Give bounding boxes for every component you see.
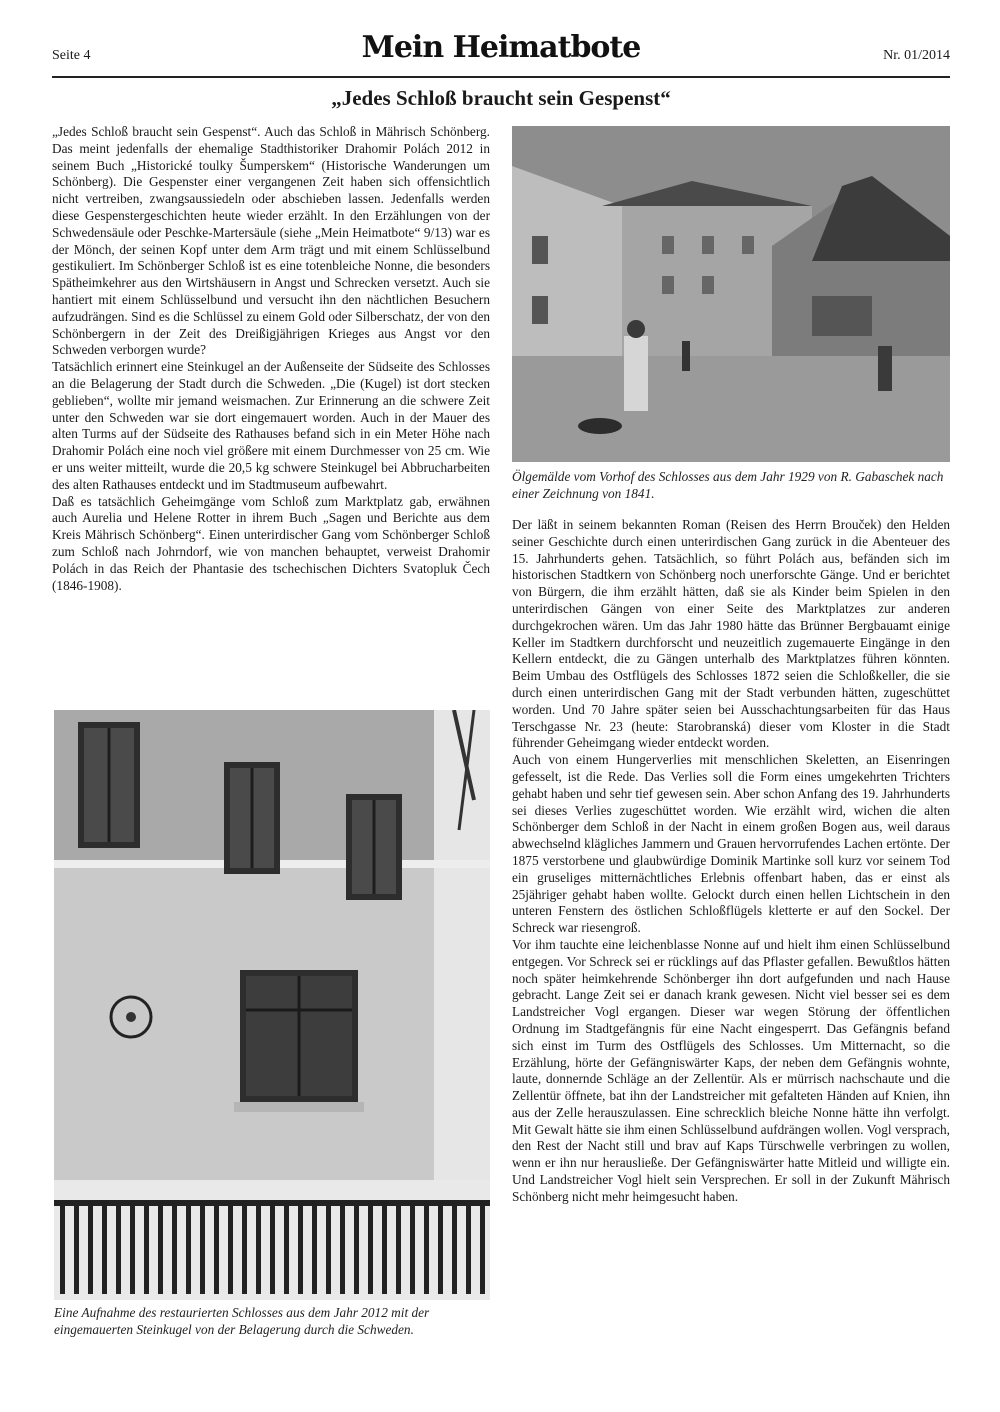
courtyard-painting-illustration: [512, 126, 950, 462]
paragraph: „Jedes Schloß braucht sein Gespenst“. Auch das Schloß in Mährisch Schönberg. Das meint jedenfalls der ehemalige Stadthistoriker Drahomir Polách 2012 in seinem Buch „Historické toulky Šumperskem“ (Historische Wanderungen um Schönberg). Die Gespenster einer vergangenen Zeit haben sich offensichtlich nicht vertreiben, zwangsaussiedeln oder abschieben lassen. Jedenfalls werden diese Gespenstergeschichten heute wieder erzählt. In den Erzählungen von der Schwedensäule oder Peschke-Martersäule (siehe „Mein Heimatbote“ 9/13) war es der Mönch, der seinen Kopf unter dem Arm trägt und mit einem Schlüsselbund gestikuliert. Im Schönberger Schloß ist es eine totenbleiche Nonne, die besonders Spätheimkehrer aus den Wirtshäusern in Angst und Schrecken versetzt. Auch sie hantiert mit einem Schlüsselbund und versucht ihn den nächtlichen Besuchern aufzudrängen. Sind es die Schlüssel zu einem Gold oder Silberschatz, der von den Schönbergern in der Zeit des Dreißigjährigen Krieges aus Angst vor den Schweden verborgen wurde?: [52, 124, 490, 358]
paragraph: Vor ihm tauchte eine leichenblasse Nonne auf und hielt ihm einen Schlüsselbund entgegen. Vor Schreck sei er rücklings auf das Pflaster gefallen. Bewußtlos hätten noch später heimkehrende Schönberger ihn dort aufgefunden und nach Hause gebracht. Lange Zeit sei er danach krank gewesen. Nicht viel besser sei es dem Landstreicher Vogl ergangen. Dieser war wegen Störung der öffentlichen Ordnung im Stadtgefängnis für eine Nacht eingesperrt. Das Gefängnis befand sich einst im Turm des Ostflügels des Schlosses. Um Mitternacht, so die Erzählung, hörte der Gefängniswärter Kaps, der neben dem Gefängnis wohnte, laute, donnernde Schläge an der Zellentür. Als er mürrisch nachschaute und die Zellentür öffnete, bat ihn der Landstreicher mit gefalteten Händen auf Knien, ihn aus der Zelle herauszulassen. Eine schrecklich bleiche Nonne hätte ihn verfolgt. Mit Gewalt hätte sie ihm einen Schlüsselbund aufdrängen wollen. Vogl versprach, den Rest der Nacht still und brav auf Kaps Türschwelle verbringen zu wollen, wenn er ihn nur herausließe. Der Gefängniswärter hatte Mitleid und willigte ein. Und Landstreicher Vogl hielt sein Versprechen. Er soll in der Zukunft Mährisch Schönberg nicht mehr heimgesucht haben.: [512, 936, 950, 1204]
paragraph: Der läßt in seinem bekannten Roman (Reisen des Herrn Brouček) den Helden seiner Geschichte durch einen unterirdischen Gang zurück in die Abenteuer des 15. Jahrhunderts gehen. Tatsächlich, so führt Polách aus, befänden sich im historischen Stadtkern von Schönberg noch unerforschte Gänge. Und er berichtet von Bürgern, die ihm erzählt hätten, daß sie als Kinder beim Spielen in den unterirdischen Gängen von einer Seite des Marktplatzes zur anderen durchgekrochen wären. Um das Jahr 1980 hätte das Brünner Bergbauamt einige Keller im Stadtkern durchforscht und neuzeitlich zugemauerte Eingänge in den Kellern entdeckt, die zu Gängen unterhalb des Marktplatzes führen könnten. Beim Umbau des Ostflügels des Schlosses 1872 seien die Schloßkeller, die sie durch einen unterirdischen Gang mit der Stadt verbunden hätten, zugeschüttet worden. Und 70 Jahre später seien bei Ausschachtungsarbeiten für das Haus Terschgasse Nr. 23 (heute: Starobranská) dieser vom Kloster in die Stadt führender Geheimgang wieder entdeckt worden.: [512, 517, 950, 751]
header-rule: [52, 76, 950, 78]
left-column: [52, 124, 490, 594]
photo-caption: Eine Aufnahme des restaurierten Schlosses aus dem Jahr 2012 mit der eingemauerten Steinkugel von der Belagerung durch die Schweden.: [54, 1305, 430, 1337]
paragraph: Daß es tatsächlich Geheimgänge vom Schloß zum Marktplatz gab, erwähnen auch Aurelia und Helene Rotter in ihrem Buch „Sagen und Berichte aus dem Kreis Mährisch Schönberg“. Einen unterirdischer Gang vom Schönberger Schloß zum Schloß nach Johrndorf, wie von manchen behauptet, verweist Drahomir Polách in das Reich der Phantasie des tschechischen Dichters Svatopluk Čech (1846-1908).: [52, 493, 490, 593]
paragraph: Auch von einem Hungerverlies mit menschlichen Skeletten, an Eisenringen gefesselt, ist die Rede. Das Verlies soll die Form eines umgekehrten Trichters gehabt haben und sehr tief gewesen sein. Aber schon Anfang des 19. Jahrhunderts sei dieses Verlies zugeschüttet worden. Wie erzählt wird, wichen die alten Schönberger dem Schloß in der Nacht in einem großen Bogen aus, weil daraus abwechselnd klägliches Jammern und Grauen hervorrufendes Lachen ertönte. Der 1875 verstorbene und glaubwürdige Dominik Martinke soll kurz vor seinem Tod ein gruseliges mitternächtliches Erlebnis offenbart haben, das er einst als 25jähriger gehabt haben wollte. Gelockt durch einen hellen Lichtschein in den unteren Fenstern des östlichen Schloßflügels kletterte er auf den Sockel. Der Schreck war riesengroß.: [512, 752, 950, 936]
paragraph: Tatsächlich erinnert eine Steinkugel an der Außenseite der Südseite des Schlosses an die Belagerung der Stadt durch die Schweden. „Die (Kugel) ist dort stecken geblieben“, wollte mir jemand weismachen. Zur Erinnerung an die schwere Zeit unter den Schweden war sie dort eingemauert worden. Auch in der Mauer des alten Turms auf der Südseite des Rathauses befand sich in ein Meter Höhe nach Drahomir Polách eine noch viel größere mit einem Durchmesser von 25 cm. Wie er uns weiter mitteilt, wurde die 20,5 kg schwere Steinkugel bei Abbrucharbeiten des alten Rathauses entdeckt und im Stadtmuseum aufbewahrt.: [52, 359, 490, 492]
issue-number: Nr. 01/2014: [883, 48, 950, 63]
painting-caption: Ölgemälde vom Vorhof des Schlosses aus dem Jahr 1929 von R. Gabaschek nach einer Zeichnung von 1841.: [512, 469, 944, 501]
page-header: [52, 30, 950, 74]
courtyard-painting: [512, 126, 950, 462]
masthead-logo: Mein Heimatbote: [361, 30, 641, 65]
right-column: [512, 517, 950, 1206]
page-number: Seite 4: [52, 48, 91, 63]
castle-photo-illustration: [54, 710, 490, 1300]
castle-photo: [54, 710, 490, 1300]
article-title: „Jedes Schloß braucht sein Gespenst“: [331, 86, 671, 110]
